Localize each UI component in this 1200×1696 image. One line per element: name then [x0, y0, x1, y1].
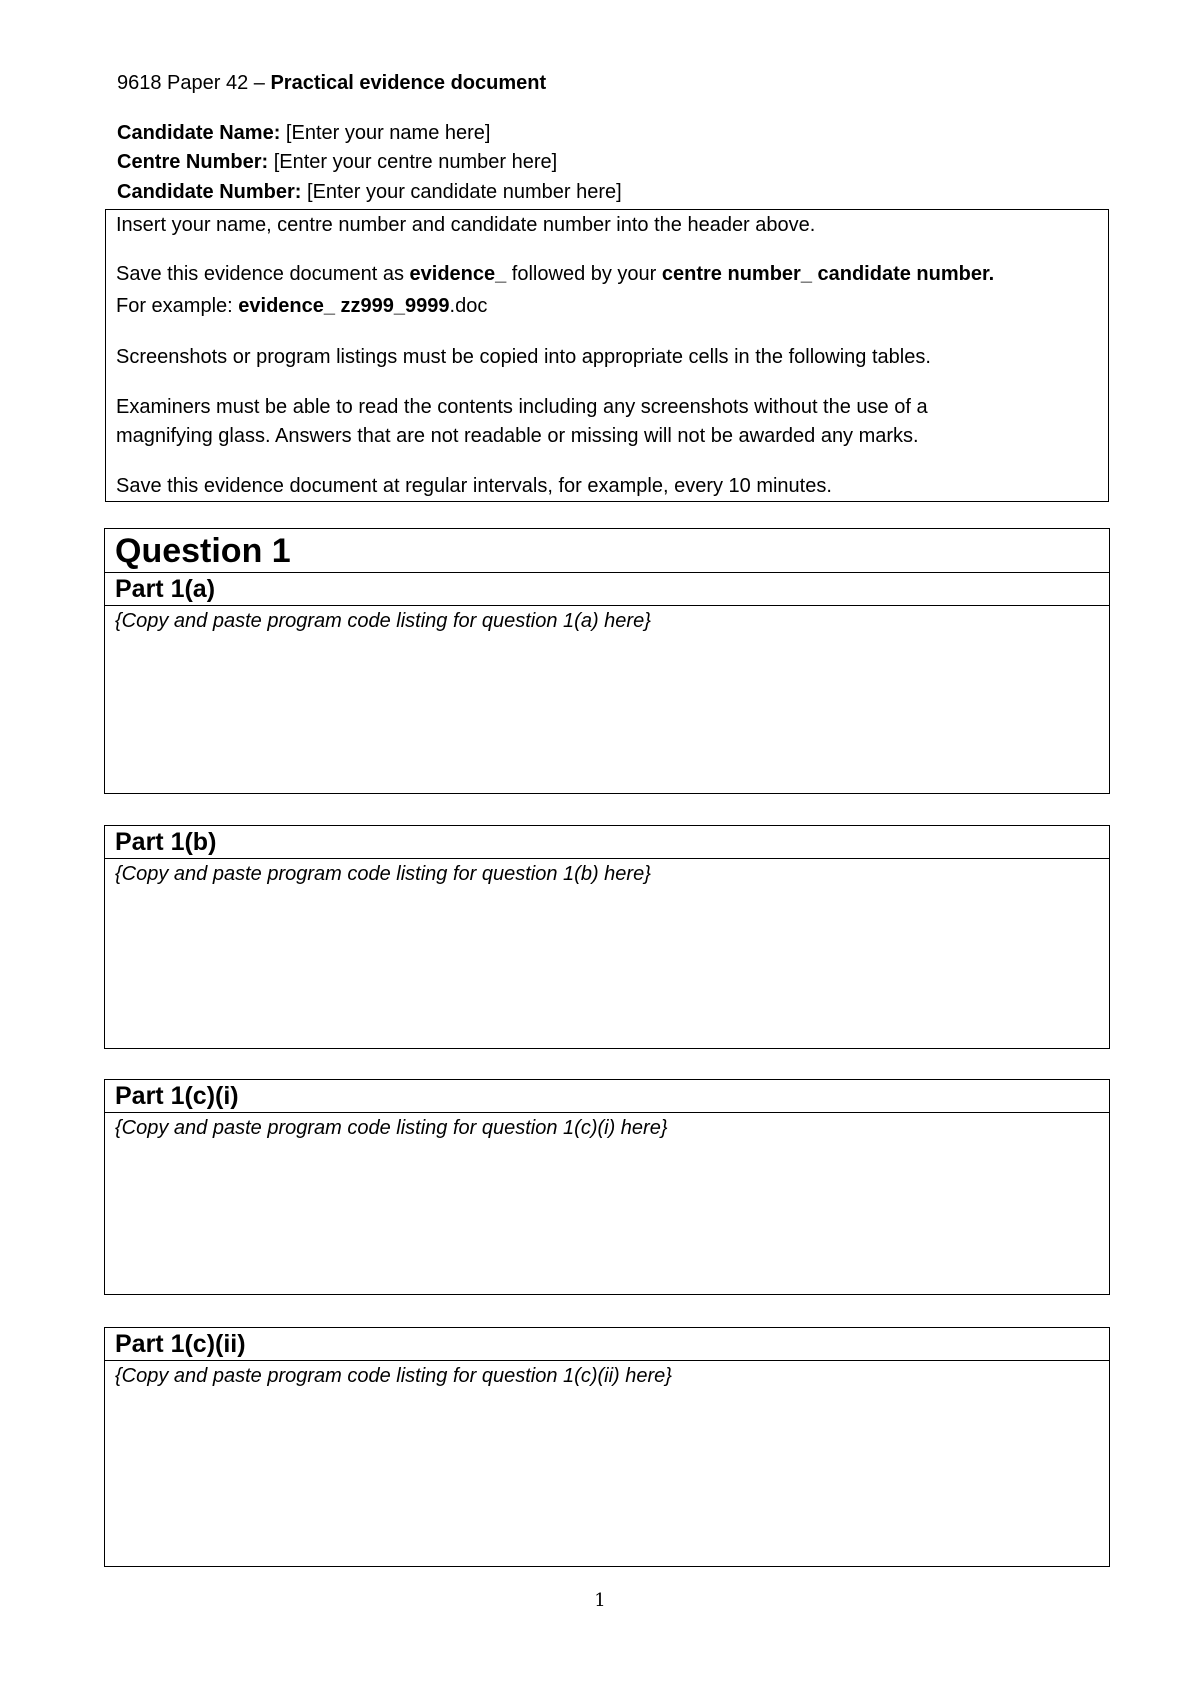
page-number: 1 [594, 1590, 606, 1611]
instruction-3a: For example: [116, 295, 239, 317]
instruction-2a: Save this evidence document as [116, 263, 410, 285]
instruction-6: Save this evidence document at regular intervals, for example, every 10 minutes. [116, 475, 832, 497]
answer-cell[interactable] [105, 1361, 1109, 1563]
candidate-name-label: Candidate Name: [117, 122, 281, 144]
part-1cii-table [104, 1327, 1110, 1567]
instruction-2d: centre number_ candidate number. [661, 263, 995, 285]
instruction-5-line-1: Examiners must be able to read the contents including any screenshots without the use of a [116, 396, 928, 418]
candidate-name-value[interactable]: [Enter your name here] [280, 122, 491, 144]
instruction-2b: evidence_ [409, 263, 507, 285]
instruction-3c: .doc [449, 295, 488, 317]
answer-cell[interactable] [105, 606, 1109, 791]
title-bold: Practical evidence document [270, 72, 547, 94]
part-label: Part 1(c)(i) [105, 1080, 1109, 1113]
instruction-4: Screenshots or program listings must be copied into appropriate cells in the following tables. [116, 346, 931, 368]
title-prefix: 9618 Paper 42 – [117, 72, 271, 94]
answer-placeholder: {Copy and paste program code listing for question 1(c)(ii) here} [115, 1365, 672, 1387]
instruction-2 [116, 260, 994, 289]
part-1b-table [104, 825, 1110, 1049]
instruction-1: Insert your name, centre number and candidate number into the header above. [116, 214, 816, 236]
instructions-box [105, 209, 1109, 502]
part-label: Part 1(a) [105, 573, 1109, 606]
question-title: Question 1 [105, 529, 1109, 573]
instruction-3 [116, 292, 487, 321]
instruction-5-line-2: magnifying glass. Answers that are not readable or missing will not be awarded any marks. [116, 425, 919, 447]
instruction-3b: evidence_ zz999_9999 [238, 295, 450, 317]
centre-number-value[interactable]: [Enter your centre number here] [268, 151, 558, 173]
answer-cell[interactable] [105, 1113, 1109, 1291]
candidate-number-value[interactable]: [Enter your candidate number here] [301, 181, 622, 203]
centre-number-label: Centre Number: [117, 151, 269, 173]
candidate-number-label: Candidate Number: [117, 181, 302, 203]
answer-placeholder: {Copy and paste program code listing for question 1(c)(i) here} [115, 1117, 668, 1139]
part-label: Part 1(c)(ii) [105, 1328, 1109, 1361]
centre-number-line [117, 151, 557, 174]
part-1ci-table [104, 1079, 1110, 1295]
answer-placeholder: {Copy and paste program code listing for question 1(b) here} [115, 863, 651, 885]
document-title [117, 72, 546, 95]
question-1-table [104, 528, 1110, 794]
candidate-number-line [117, 181, 622, 204]
part-label: Part 1(b) [105, 826, 1109, 859]
candidate-name-line [117, 122, 490, 145]
instruction-2c: followed by your [506, 263, 662, 285]
answer-placeholder: {Copy and paste program code listing for question 1(a) here} [115, 610, 651, 632]
answer-cell[interactable] [105, 859, 1109, 1045]
